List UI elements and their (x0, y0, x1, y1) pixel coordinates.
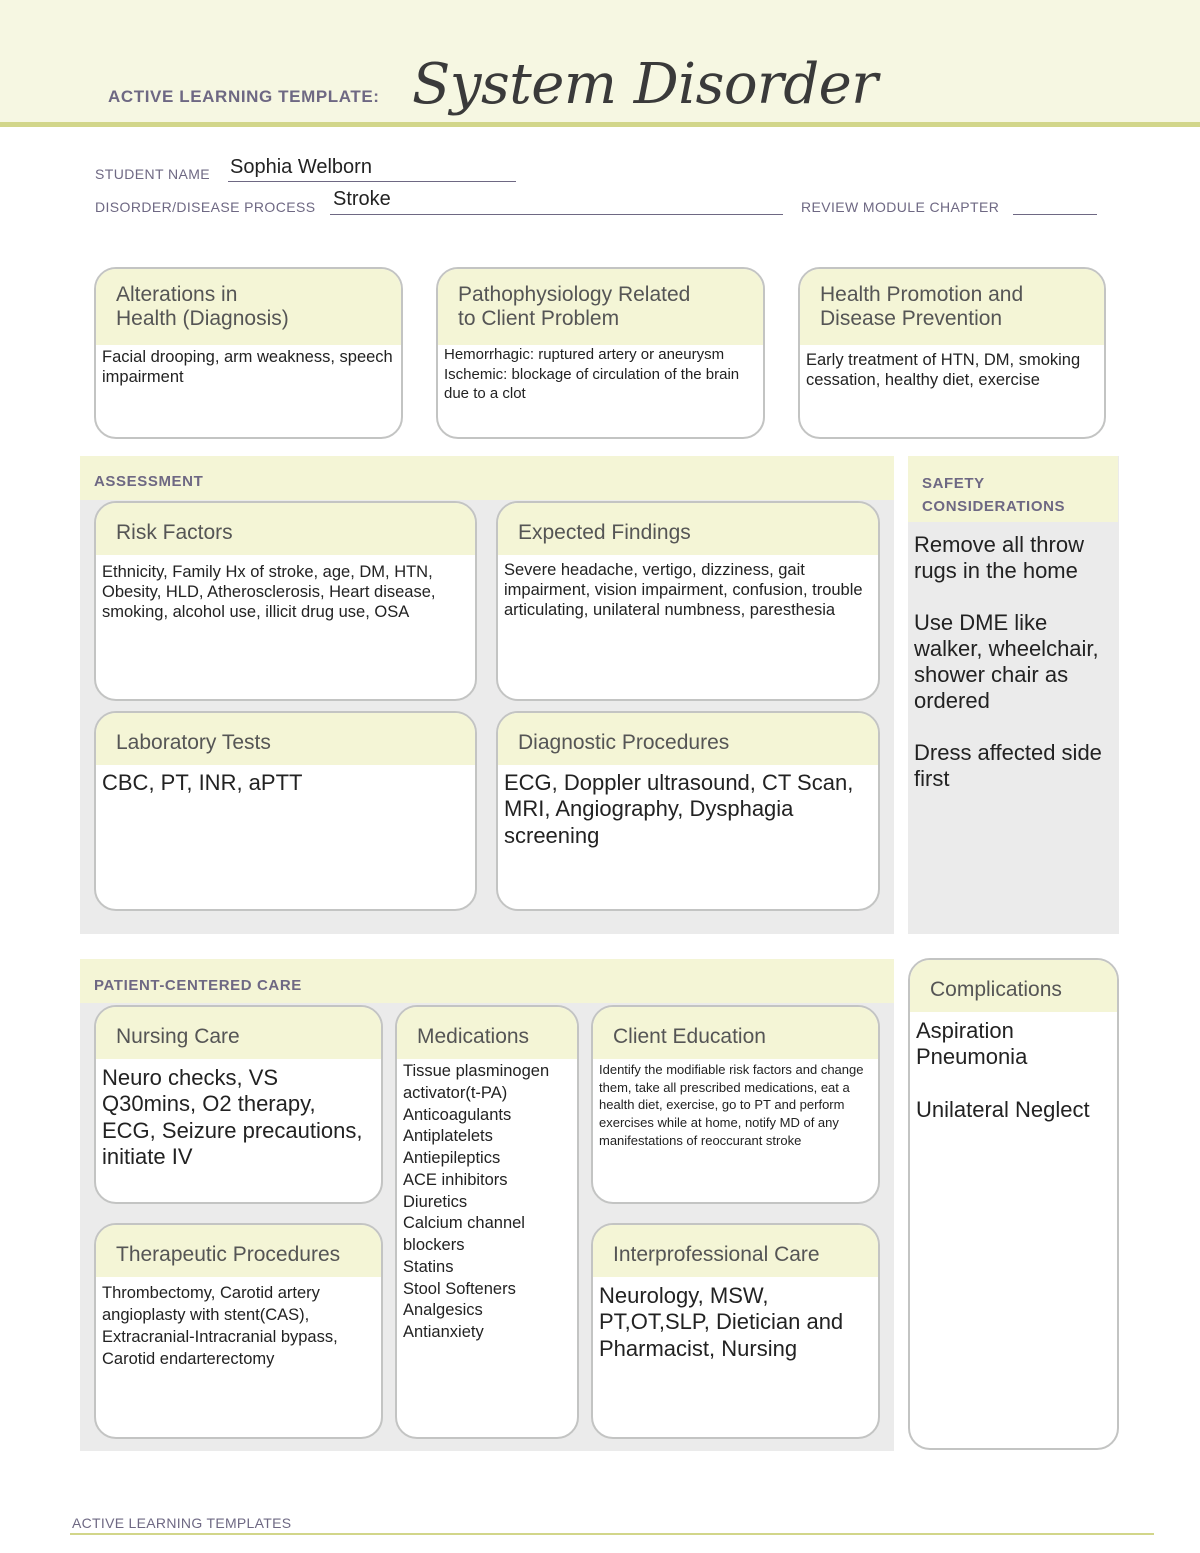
alterations-header (96, 269, 401, 345)
alterations-text[interactable]: Facial drooping, arm weakness, speech impairment (102, 348, 393, 386)
interprofessional-care-title: Interprofessional Care (593, 1225, 878, 1277)
interprofessional-care-text[interactable]: Neurology, MSW, PT,OT,SLP, Dietician and Pharmacist, Nursing (599, 1283, 844, 1361)
review-module-label: REVIEW MODULE CHAPTER (801, 199, 1000, 215)
header-divider (0, 122, 1200, 127)
student-name-field[interactable]: Sophia Welborn (230, 156, 372, 178)
risk-factors-card (94, 501, 477, 701)
pathophysiology-title-line2: to Client Problem (458, 307, 620, 331)
laboratory-tests-text[interactable]: CBC, PT, INR, aPTT (102, 770, 303, 795)
pathophysiology-card (436, 267, 765, 439)
disorder-label: DISORDER/DISEASE PROCESS (95, 199, 316, 215)
therapeutic-procedures-card (94, 1223, 383, 1439)
medications-card (395, 1005, 579, 1439)
review-module-field[interactable] (1013, 214, 1097, 215)
client-education-card (591, 1005, 880, 1204)
student-name-label: STUDENT NAME (95, 166, 210, 182)
health-promotion-header (800, 269, 1104, 345)
safety-title (922, 472, 1065, 519)
complications-card (908, 958, 1119, 1450)
expected-findings-title: Expected Findings (498, 503, 878, 555)
therapeutic-procedures-title: Therapeutic Procedures (96, 1225, 381, 1277)
diagnostic-procedures-title: Diagnostic Procedures (498, 713, 878, 765)
nursing-care-card (94, 1005, 383, 1204)
expected-findings-card (496, 501, 880, 701)
student-name-line (228, 181, 516, 182)
client-education-title: Client Education (593, 1007, 878, 1059)
alterations-title-line2: Health (Diagnosis) (116, 307, 289, 331)
expected-findings-text[interactable]: Severe headache, vertigo, dizziness, gait impairment, vision impairment, confusion, trouble articulating, unilateral numbness, paresthesia (504, 561, 863, 619)
diagnostic-procedures-card (496, 711, 880, 911)
alterations-title-line1: Alterations in (116, 283, 238, 306)
interprofessional-care-card (591, 1223, 880, 1439)
page-title: System Disorder (412, 52, 878, 117)
pathophysiology-title-line1: Pathophysiology Related (458, 283, 691, 306)
pathophysiology-text[interactable]: Hemorrhagic: ruptured artery or aneurysm Ischemic: blockage of circulation of the brain due to a clot (444, 346, 740, 402)
disorder-field[interactable]: Stroke (333, 188, 391, 210)
safety-text[interactable]: Remove all throw rugs in the home Use DME like walker, wheelchair, shower chair as ordered Dress affected side first (914, 532, 1102, 791)
health-promotion-text[interactable]: Early treatment of HTN, DM, smoking cessation, healthy diet, exercise (806, 351, 1081, 389)
nursing-care-text[interactable]: Neuro checks, VS Q30mins, O2 therapy, ECG, Seizure precautions, initiate IV (102, 1065, 363, 1170)
footer-label: ACTIVE LEARNING TEMPLATES (72, 1515, 292, 1531)
laboratory-tests-title: Laboratory Tests (96, 713, 475, 765)
laboratory-tests-card (94, 711, 477, 911)
health-promotion-title-line2: Disease Prevention (820, 307, 1003, 331)
diagnostic-procedures-text[interactable]: ECG, Doppler ultrasound, CT Scan, MRI, Angiography, Dysphagia screening (504, 770, 854, 848)
risk-factors-text[interactable]: Ethnicity, Family Hx of stroke, age, DM, HTN, Obesity, HLD, Atherosclerosis, Heart disease, smoking, alcohol use, illicit drug use, OSA (102, 563, 436, 621)
alterations-card (94, 267, 403, 439)
safety-title-line2: CONSIDERATIONS (922, 498, 1066, 516)
medications-text[interactable]: Tissue plasminogen activator(t-PA) Anticoagulants Antiplatelets Antiepileptics ACE inhibitors Diuretics Calcium channel blockers Statins Stool Softeners Analgesics Antianxiety (403, 1062, 550, 1342)
complications-title: Complications (910, 960, 1117, 1012)
disorder-line (330, 214, 783, 215)
risk-factors-title: Risk Factors (96, 503, 475, 555)
assessment-label: ASSESSMENT (94, 473, 204, 490)
nursing-care-title: Nursing Care (96, 1007, 381, 1059)
complications-text[interactable]: Aspiration Pneumonia Unilateral Neglect (916, 1018, 1090, 1123)
health-promotion-title-line1: Health Promotion and (820, 283, 1024, 306)
pathophysiology-header (438, 269, 763, 345)
footer-divider (70, 1533, 1154, 1535)
client-education-text[interactable]: Identify the modifiable risk factors and change them, take all prescribed medications, eat a health diet, exercise, go to PT and perform exercises while at home, notify MD of any manifestations of reoccurant stroke (599, 1062, 864, 1148)
safety-title-line1: SAFETY (922, 475, 985, 492)
template-label: ACTIVE LEARNING TEMPLATE: (108, 87, 380, 106)
medications-title: Medications (397, 1007, 577, 1059)
patient-care-label: PATIENT-CENTERED CARE (94, 977, 302, 994)
health-promotion-card (798, 267, 1106, 439)
therapeutic-procedures-text[interactable]: Thrombectomy, Carotid artery angioplasty with stent(CAS), Extracranial-Intracranial bypass, Carotid endarterectomy (102, 1284, 338, 1368)
